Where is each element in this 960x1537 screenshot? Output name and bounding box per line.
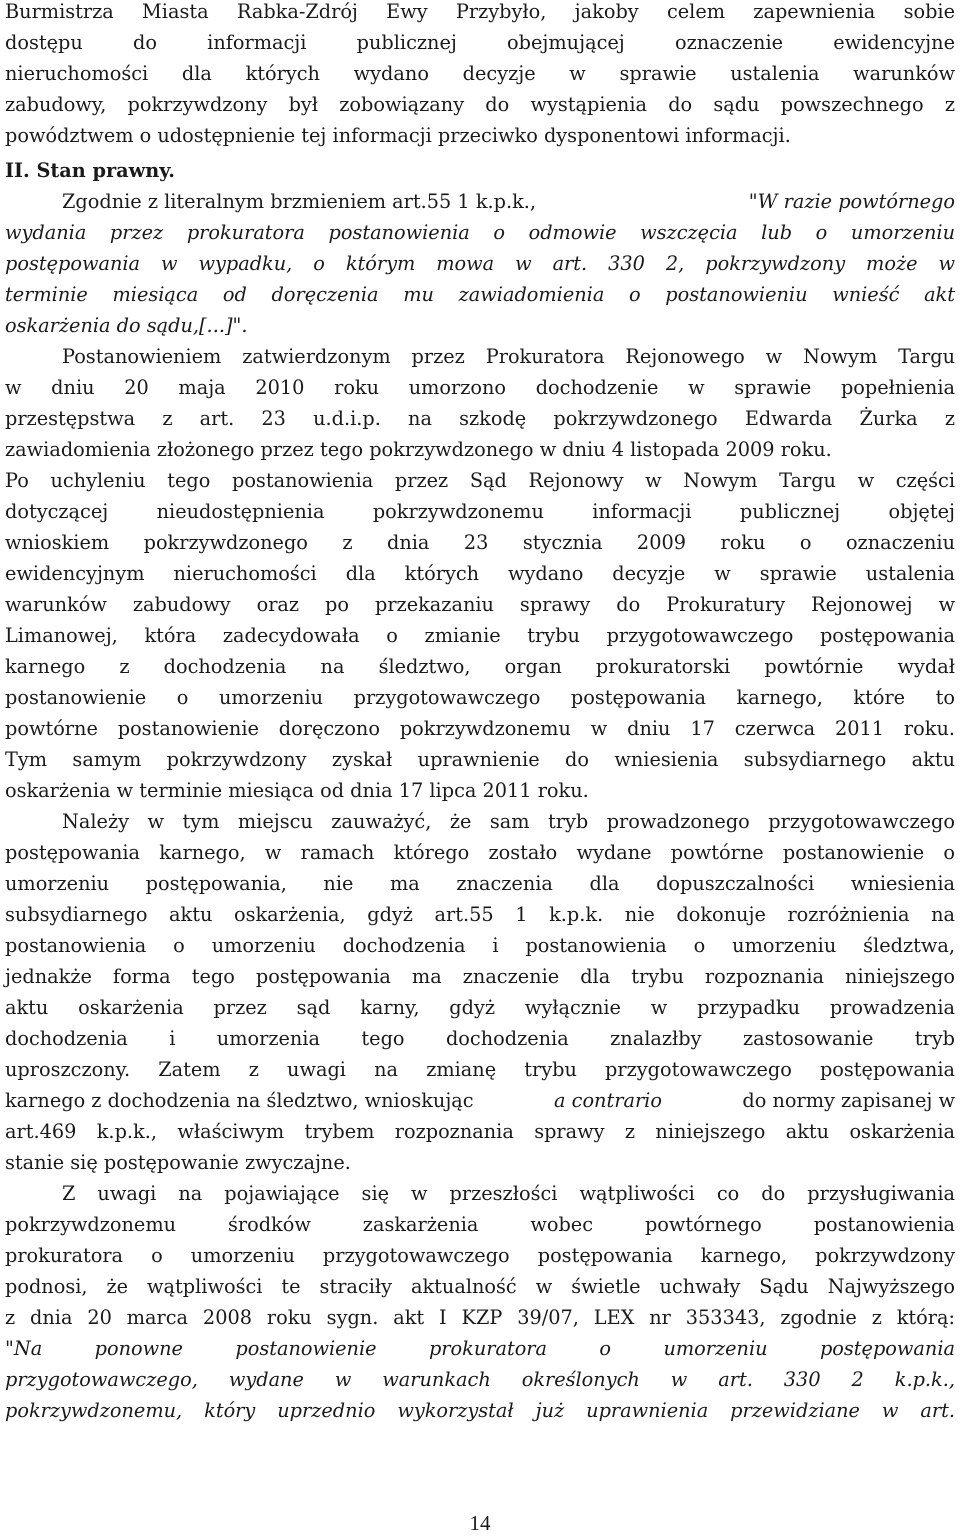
paragraph-line: oskarżenia w terminie miesiąca od dnia 17 lipca 2011 roku.	[5, 779, 589, 802]
paragraph-line: prokuratora o umorzeniu przygotowawczego postępowania karnego, pokrzywdzony	[5, 1244, 955, 1267]
paragraph-line: uproszczony. Zatem z uwagi na zmianę trybu przygotowawczego postępowania	[5, 1058, 955, 1081]
paragraph-line: w dniu 20 maja 2010 roku umorzono dochodzenie w sprawie popełnienia	[5, 376, 955, 399]
paragraph-line: wnioskiem pokrzywdzonego z dnia 23 stycznia 2009 roku o oznaczeniu	[5, 531, 955, 554]
legal-quote-start: "W razie powtórnego	[748, 190, 955, 213]
paragraph-line: jednakże forma tego postępowania ma znaczenie dla trybu rozpoznania niniejszego	[5, 965, 955, 988]
latin-phrase: a contrario	[554, 1089, 662, 1112]
paragraph-line: Limanowej, która zadecydowała o zmianie trybu przygotowawczego postępowania	[5, 624, 955, 647]
paragraph-line: Tym samym pokrzywdzony zyskał uprawnienie do wniesienia subsydiarnego aktu	[5, 748, 955, 771]
paragraph-line: Postanowieniem zatwierdzonym przez Prokuratora Rejonowego w Nowym Targu	[62, 345, 955, 368]
paragraph-line: postanowienia o umorzeniu dochodzenia i postanowienia o umorzeniu śledztwa,	[5, 934, 955, 957]
text-segment: karnego z dochodzenia na śledztwo, wnioskując	[5, 1089, 474, 1112]
legal-lead-text: Zgodnie z literalnym brzmieniem art.55 1 k.p.k.,	[62, 190, 537, 213]
paragraph-line: stanie się postępowanie zwyczajne.	[5, 1151, 351, 1174]
legal-quote-line: oskarżenia do sądu,[...]".	[5, 314, 248, 337]
paragraph-line: nieruchomości dla których wydano decyzje w sprawie ustalenia warunków	[5, 62, 955, 85]
paragraph-line: subsydiarnego aktu oskarżenia, gdyż art.55 1 k.p.k. nie dokonuje rozróżnienia na	[5, 903, 955, 926]
paragraph-line: powtórne postanowienie doręczono pokrzywdzonemu w dniu 17 czerwca 2011 roku.	[5, 717, 955, 740]
paragraph-line: dochodzenia i umorzenia tego dochodzenia znalazłby zastosowanie tryb	[5, 1027, 955, 1050]
paragraph-line: postanowienie o umorzeniu przygotowawczego postępowania karnego, które to	[5, 686, 955, 709]
paragraph-line: aktu oskarżenia przez sąd karny, gdyż wyłącznie w przypadku prowadzenia	[5, 996, 955, 1019]
paragraph-line: ewidencyjnym nieruchomości dla których wydano decyzje w sprawie ustalenia	[5, 562, 955, 585]
paragraph-line: Należy w tym miejscu zauważyć, że sam tryb prowadzonego przygotowawczego	[62, 810, 955, 833]
paragraph-line-mixed	[5, 1085, 955, 1116]
quote-line: pokrzywdzonemu, który uprzednio wykorzystał już uprawnienia przewidziane w art.	[5, 1399, 955, 1422]
paragraph-line: przestępstwa z art. 23 u.d.i.p. na szkodę pokrzywdzonego Edwarda Żurka z	[5, 407, 955, 430]
legal-quote-line: terminie miesiąca od doręczenia mu zawiadomienia o postanowieniu wnieść akt	[5, 283, 955, 306]
page-number: 14	[469, 1511, 491, 1535]
paragraph-line: zabudowy, pokrzywdzony był zobowiązany do wystąpienia do sądu powszechnego z	[5, 93, 955, 116]
paragraph-line: Po uchyleniu tego postanowienia przez Sąd Rejonowy w Nowym Targu w części	[5, 469, 955, 492]
paragraph-line: Burmistrza Miasta Rabka-Zdrój Ewy Przybyło, jakoby celem zapewnienia sobie	[5, 0, 955, 23]
paragraph-line: z dnia 20 marca 2008 roku sygn. akt I KZP 39/07, LEX nr 353343, zgodnie z którą:	[5, 1306, 955, 1329]
paragraph-line: postępowania karnego, w ramach którego zostało wydane powtórne postanowienie o	[5, 841, 955, 864]
paragraph-line: Z uwagi na pojawiające się w przeszłości wątpliwości co do przysługiwania	[62, 1182, 955, 1205]
section-heading: II. Stan prawny.	[5, 159, 175, 182]
quote-line: "Na ponowne postanowienie prokuratora o umorzeniu postępowania	[5, 1337, 955, 1360]
legal-quote-line: wydania przez prokuratora postanowienia o odmowie wszczęcia lub o umorzeniu	[5, 221, 955, 244]
text-segment: do normy zapisanej w	[742, 1089, 955, 1112]
paragraph-line: umorzeniu postępowania, nie ma znaczenia dla dopuszczalności wniesienia	[5, 872, 955, 895]
legal-quote-line: postępowania w wypadku, o którym mowa w art. 330 2, pokrzywdzony może w	[5, 252, 955, 275]
legal-basis-first-line	[62, 186, 955, 217]
paragraph-line: dotyczącej nieudostępnienia pokrzywdzonemu informacji publicznej objętej	[5, 500, 955, 523]
paragraph-line: powództwem o udostępnienie tej informacji przeciwko dysponentowi informacji.	[5, 124, 791, 147]
paragraph-line: art.469 k.p.k., właściwym trybem rozpoznania sprawy z niniejszego aktu oskarżenia	[5, 1120, 955, 1143]
paragraph-line: pokrzywdzonemu środków zaskarżenia wobec powtórnego postanowienia	[5, 1213, 955, 1236]
paragraph-line: dostępu do informacji publicznej obejmującej oznaczenie ewidencyjne	[5, 31, 955, 54]
paragraph-line: karnego z dochodzenia na śledztwo, organ prokuratorski powtórnie wydał	[5, 655, 955, 678]
paragraph-line: zawiadomienia złożonego przez tego pokrzywdzonego w dniu 4 listopada 2009 roku.	[5, 438, 832, 461]
quote-line: przygotowawczego, wydane w warunkach określonych w art. 330 2 k.p.k.,	[5, 1368, 955, 1391]
paragraph-line: podnosi, że wątpliwości te straciły aktualność w świetle uchwały Sądu Najwyższego	[5, 1275, 955, 1298]
paragraph-line: warunków zabudowy oraz po przekazaniu sprawy do Prokuratury Rejonowej w	[5, 593, 955, 616]
